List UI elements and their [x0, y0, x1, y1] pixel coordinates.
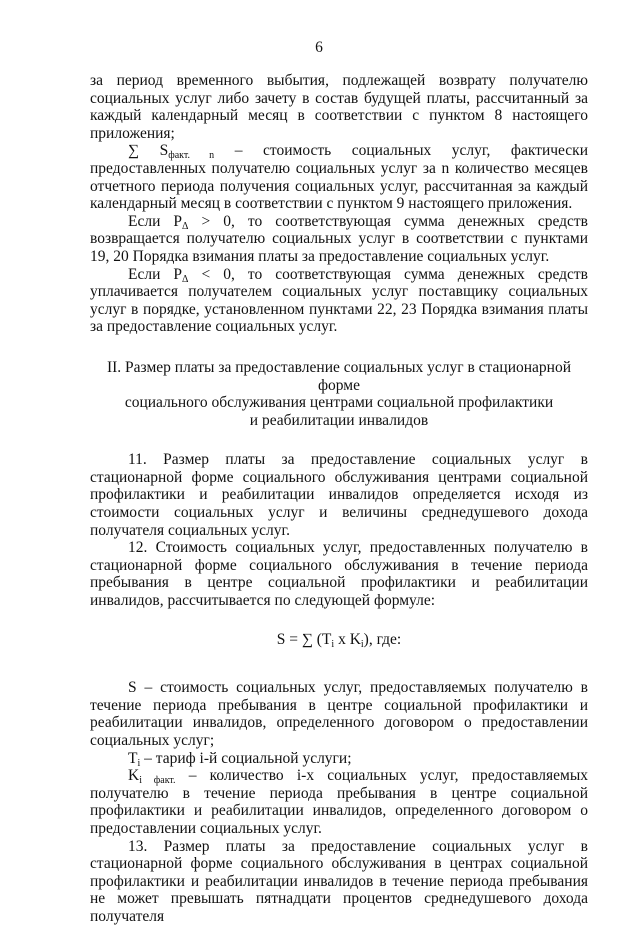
delta-subscript: Δ	[182, 273, 189, 285]
section-heading	[90, 359, 588, 429]
heading-line-3: и реабилитации инвалидов	[249, 411, 429, 429]
heading-line-1: II. Размер платы за предоставление социальных услуг в стационарной форме	[106, 358, 572, 394]
paragraph-negative-delta: Если $P_\Delta < 0$, то соответствующая сумма денежных средств уплачивается получателем социальных услуг поставщику социальных услуг в порядке, установленном пунктами 22, 23 Порядка взимания платы за предоставление социальных услуг.	[90, 265, 588, 336]
delta-subscript: Δ	[182, 220, 189, 232]
heading-line-2: социального обслуживания центрами социальной профилактики	[124, 394, 554, 412]
definition-s: S – стоимость социальных услуг, предоставляемых получателю в течение периода пребывания в центре социальной профилактики и реабилитации инвалидов, определенного договором о предоставлении социальных услуг;	[90, 679, 588, 749]
paragraph-positive-delta: Если $P_\Delta > 0$, то соответствующая сумма денежных средств возвращается получателю социальных услуг в соответствии с пунктами 19, 20 Порядка взимания платы за предоставление социальных услуг.	[90, 212, 588, 265]
definition-t: $T_i$ – тариф i-й социальной услуги;	[128, 749, 352, 769]
sum-symbol: ∑ S	[128, 142, 169, 160]
paragraph-continuation: за период временного выбытия, подлежащей возврату получателю социальных услуг либо зачету в состав будущей платы, рассчитанный за каждый календарный месяц в соответствии с пунктом 8 настоящего приложения;	[90, 72, 588, 142]
formula: S = ∑ ($T_i$ x $K_i$), где:	[276, 630, 402, 650]
paragraph-12: 12. Стоимость социальных услуг, предоставленных получателю в стационарной форме социального обслуживания в течение периода пребывания в центре социальной профилактики и реабилитации инвалидов, рассчитывается по следующей формуле:	[90, 539, 588, 610]
paragraph-11: 11. Размер платы за предоставление социальных услуг в стационарной форме социального обслуживания центрами социальной профилактики и реабилитации инвалидов определяется исходя из стоимости социальных услуг и величины среднедушевого дохода получателя социальных услуг.	[90, 451, 588, 539]
page-number: 6	[315, 39, 323, 56]
document-body	[90, 72, 588, 926]
definition-k: $K_{i факт.}$ – количество i-х социальных услуг, предоставляемых получателю в течение периода пребывания в центре социальной профилактики и реабилитации инвалидов, определенного договором о предоставлении социальных услуг.	[90, 767, 589, 837]
paragraph-13: 13. Размер платы за предоставление социальных услуг в стационарной форме социального обслуживания в центрах социальной профилактики и реабилитации инвалидов в течение периода пребывания не может превышать пятнадцати процентов среднедушевого дохода получателя	[90, 837, 588, 925]
sum-subscript: факт. n	[168, 150, 215, 162]
paragraph-sum-definition: ∑ $S_{факт. n}$ – стоимость социальных услуг, фактически предоставленных получателю социальных услуг за n количество месяцев отчетного периода получения социальных услуг, рассчитанная за каждый календарный месяц в соответствии с пунктом 9 настоящего приложения.	[90, 142, 589, 213]
